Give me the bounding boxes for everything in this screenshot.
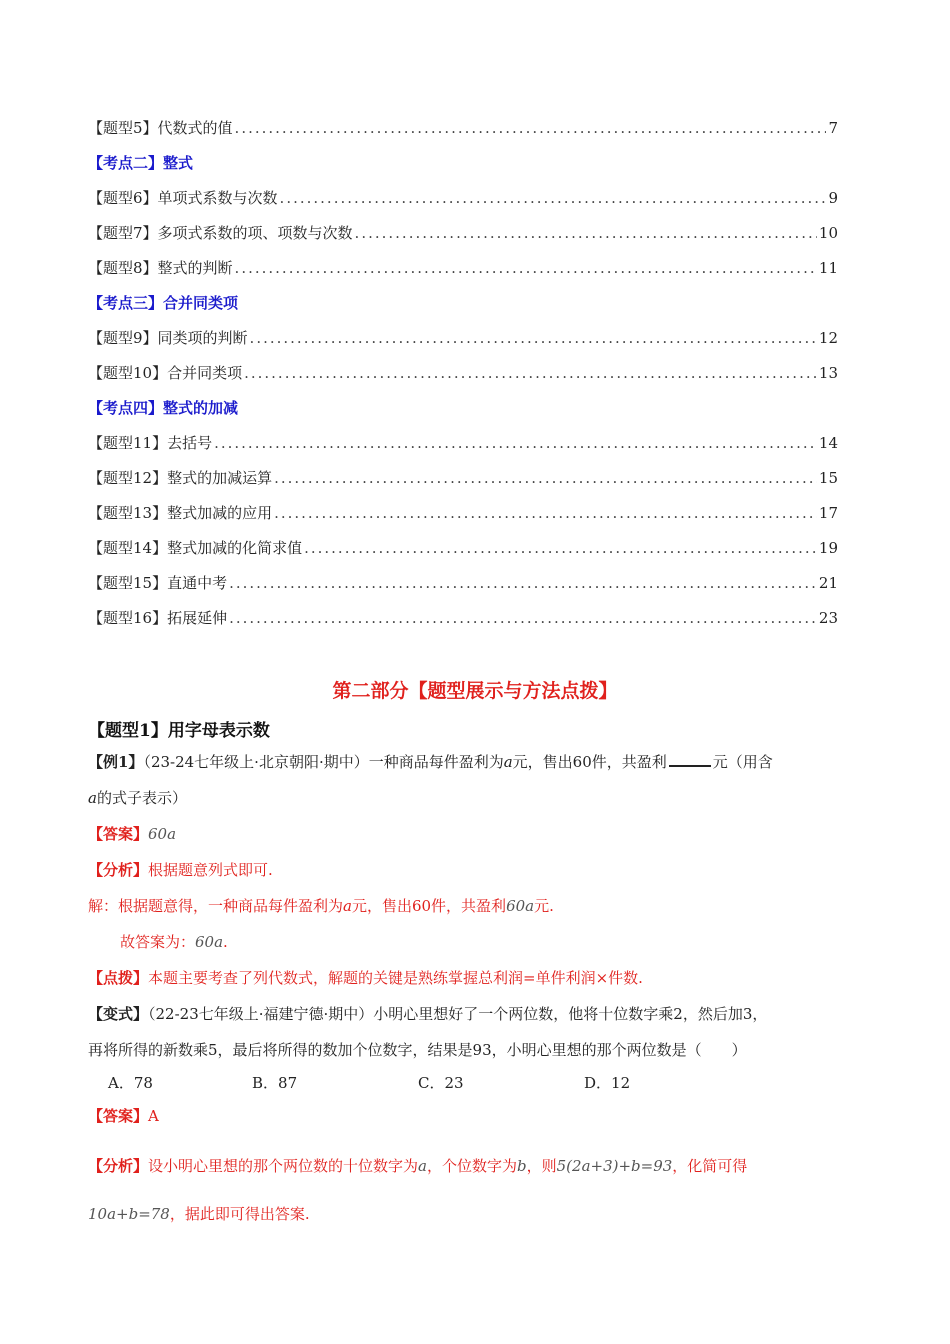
analysis-text: ，化简可得 — [672, 1157, 748, 1175]
variable-a: a — [503, 753, 513, 771]
variant-tag: 【变式】 — [88, 1005, 149, 1023]
toc-page-number: 19 — [818, 539, 838, 557]
toc-leader-dots — [235, 118, 827, 138]
toc-leader-dots — [244, 363, 817, 383]
analysis-tag: 【分析】 — [88, 1157, 149, 1175]
toc-page-number: 23 — [818, 609, 838, 627]
analysis-text: 设小明心里想的那个两位数的十位数字为 — [148, 1157, 419, 1175]
toc-page-number: 10 — [818, 224, 838, 242]
example-final — [120, 926, 900, 958]
toc-leader-dots — [274, 468, 817, 488]
variable-a: a — [418, 1157, 427, 1175]
variant-analysis-cont — [88, 1198, 868, 1230]
toc-entry-label: 【题型11】去括号 — [88, 434, 213, 452]
example-answer — [88, 818, 868, 850]
tip-tag: 【点拨】 — [88, 969, 149, 987]
variant-answer — [88, 1100, 868, 1132]
tip-text: 本题主要考查了列代数式，解题的关键是熟练掌握总利润=单件利润×件数. — [148, 969, 643, 987]
toc-entry[interactable] — [88, 328, 838, 348]
toc-page-number: 9 — [828, 189, 838, 207]
example-question — [88, 746, 868, 778]
variant-text: 再将所得的新数乘5，最后将所得的数加个位数字，结果是93，小明心里想的那个两位数是（ ） — [88, 1041, 747, 1059]
equation-2: 10a+b=78 — [88, 1205, 170, 1223]
toc-entry[interactable] — [88, 258, 838, 278]
toc-leader-dots — [235, 258, 817, 278]
toc-entry-label: 【题型12】整式的加减运算 — [88, 469, 273, 487]
type-heading: 【题型1】用字母表示数 — [88, 721, 270, 741]
solution-text: 元. — [534, 897, 554, 915]
toc-leader-dots — [274, 503, 817, 523]
toc-entry[interactable] — [88, 573, 838, 593]
variable-a: a — [343, 897, 352, 915]
toc-page-number: 15 — [818, 469, 838, 487]
toc-entry-label: 【题型8】整式的判断 — [88, 259, 233, 277]
variant-text: （22-23七年级上·福建宁德·期中）小明心里想好了一个两位数，他将十位数字乘2，然后加3， — [148, 1005, 768, 1023]
variable-a: a — [88, 789, 97, 807]
toc-entry-label: 【题型7】多项式系数的项、项数与次数 — [88, 224, 353, 242]
analysis-text: ，据此即可得出答案. — [169, 1205, 310, 1223]
final-text: 故答案为： — [120, 933, 196, 951]
toc-leader-dots — [304, 538, 817, 558]
toc-entry[interactable] — [88, 188, 838, 208]
example-analysis — [88, 854, 868, 886]
toc-entry[interactable] — [88, 223, 838, 243]
toc-section-heading: 【考点三】合并同类项 — [88, 294, 239, 312]
toc-page-number: 12 — [818, 329, 838, 347]
solution-text: 元，售出60件，共盈利 — [351, 897, 507, 915]
equation-1: 5(2a+3)+b=93 — [556, 1157, 673, 1175]
choice-c: C．23 — [418, 1074, 464, 1092]
toc-entry[interactable] — [88, 433, 838, 453]
choice-b: B．87 — [252, 1074, 298, 1092]
analysis-text: ，则 — [526, 1157, 557, 1175]
variant-question-cont — [88, 1034, 868, 1066]
toc-entry-label: 【题型13】整式加减的应用 — [88, 504, 273, 522]
variable-b: b — [517, 1157, 527, 1175]
toc-page-number: 7 — [828, 119, 838, 137]
answer-value: A — [148, 1107, 159, 1125]
toc-entry[interactable] — [88, 608, 838, 628]
choice-a: A．78 — [108, 1074, 153, 1092]
toc-entry-label: 【题型9】同类项的判断 — [88, 329, 248, 347]
toc-leader-dots — [355, 223, 817, 243]
example-tip — [88, 962, 868, 994]
toc-entry[interactable] — [88, 363, 838, 383]
toc-entry-label: 【题型5】代数式的值 — [88, 119, 233, 137]
toc-leader-dots — [280, 188, 827, 208]
toc-leader-dots — [250, 328, 817, 348]
toc-entry-label: 【题型15】直通中考 — [88, 574, 228, 592]
toc-entry-label: 【题型10】合并同类项 — [88, 364, 243, 382]
example-tag: 【例1】 — [88, 753, 144, 771]
solution-math: 60a — [506, 897, 535, 915]
final-text: . — [223, 933, 228, 951]
toc-entry[interactable] — [88, 468, 838, 488]
analysis-text: ，个位数字为 — [426, 1157, 517, 1175]
toc-leader-dots — [229, 573, 817, 593]
toc-entry[interactable] — [88, 538, 838, 558]
toc-section-heading: 【考点二】整式 — [88, 154, 194, 172]
solution-text: 解：根据题意得，一种商品每件盈利为 — [88, 897, 344, 915]
toc-page-number: 21 — [818, 574, 838, 592]
toc-entry-label: 【题型14】整式加减的化简求值 — [88, 539, 303, 557]
toc-section-heading: 【考点四】整式的加减 — [88, 399, 239, 417]
example-solution — [88, 890, 868, 922]
example-text: 元（用含 — [712, 753, 773, 771]
toc-page-number: 13 — [818, 364, 838, 382]
variant-question — [88, 998, 868, 1030]
choice-d: D．12 — [584, 1074, 631, 1092]
section-title: 第二部分【题型展示与方法点拨】 — [332, 680, 618, 702]
example-text: 的式子表示） — [96, 789, 187, 807]
analysis-text: 根据题意列式即可. — [148, 861, 273, 879]
answer-tag: 【答案】 — [88, 1107, 149, 1125]
toc-page-number: 14 — [818, 434, 838, 452]
example-question-cont — [88, 782, 868, 814]
analysis-tag: 【分析】 — [88, 861, 149, 879]
example-text: （23-24七年级上·北京朝阳·期中）一种商品每件盈利为 — [143, 753, 504, 771]
toc-page-number: 11 — [818, 259, 838, 277]
toc-leader-dots — [229, 608, 817, 628]
answer-tag: 【答案】 — [88, 825, 149, 843]
toc-leader-dots — [214, 433, 817, 453]
toc-entry[interactable] — [88, 118, 838, 138]
answer-math: 60a — [148, 825, 177, 843]
example-text: 元，售出60件，共盈利 — [512, 753, 667, 771]
toc-entry-label: 【题型6】单项式系数与次数 — [88, 189, 278, 207]
final-math: 60a — [195, 933, 224, 951]
toc-page-number: 17 — [818, 504, 838, 522]
answer-blank — [669, 751, 711, 767]
variant-analysis — [88, 1150, 868, 1182]
toc-entry-label: 【题型16】拓展延伸 — [88, 609, 228, 627]
toc-entry[interactable] — [88, 503, 838, 523]
